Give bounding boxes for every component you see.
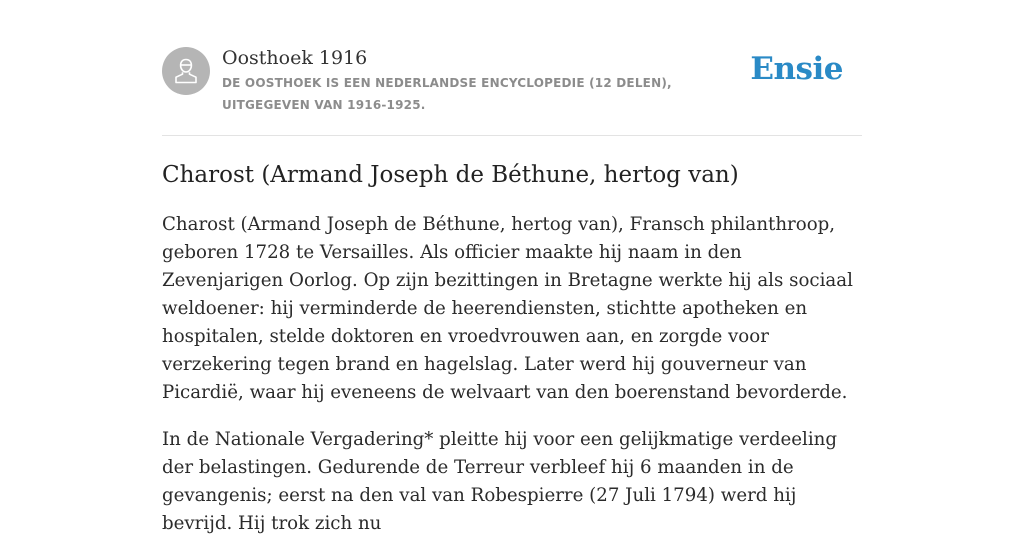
- article: [162, 156, 862, 557]
- article-body: [162, 211, 862, 538]
- article-paragraph: In de Nationale Vergadering* pleitte hij voor een gelijkmatige verdeeling der belastingen. Gedurende de Terreur verbleef hij 6 maanden in de gevangenis; eerst na den val van Robespierre (27 Juli 1794) werd hij bevrijd. Hij trok zich nu: [162, 429, 837, 534]
- source-description: DE OOSTHOEK IS EEN NEDERLANDSE ENCYCLOPEDIE (12 DELEN), UITGEGEVEN VAN 1916-1925.: [222, 76, 672, 112]
- ensie-logo[interactable]: Ensie: [750, 51, 843, 87]
- article-paragraph: Charost (Armand Joseph de Béthune, hertog van), Fransch philanthroop, geboren 1728 te Versailles. Als officier maakte hij naam in den Zevenjarigen Oorlog. Op zijn bezittingen in Bretagne werkte hij als sociaal weldoener: hij verminderde de heerendiensten, stichtte apotheken en hospitalen, stelde doktoren en vroedvrouwen aan, en zorgde voor verzekering tegen brand en hagelslag. Later werd hij gouverneur van Picardië, waar hij eveneens de welvaart van den boerenstand bevorderde.: [162, 214, 853, 403]
- user-avatar-icon: [173, 57, 199, 85]
- article-title: Charost (Armand Joseph de Béthune, hertog van): [162, 162, 739, 188]
- source-avatar[interactable]: [162, 47, 210, 95]
- source-header: [162, 0, 862, 136]
- source-title[interactable]: Oosthoek 1916: [222, 47, 368, 69]
